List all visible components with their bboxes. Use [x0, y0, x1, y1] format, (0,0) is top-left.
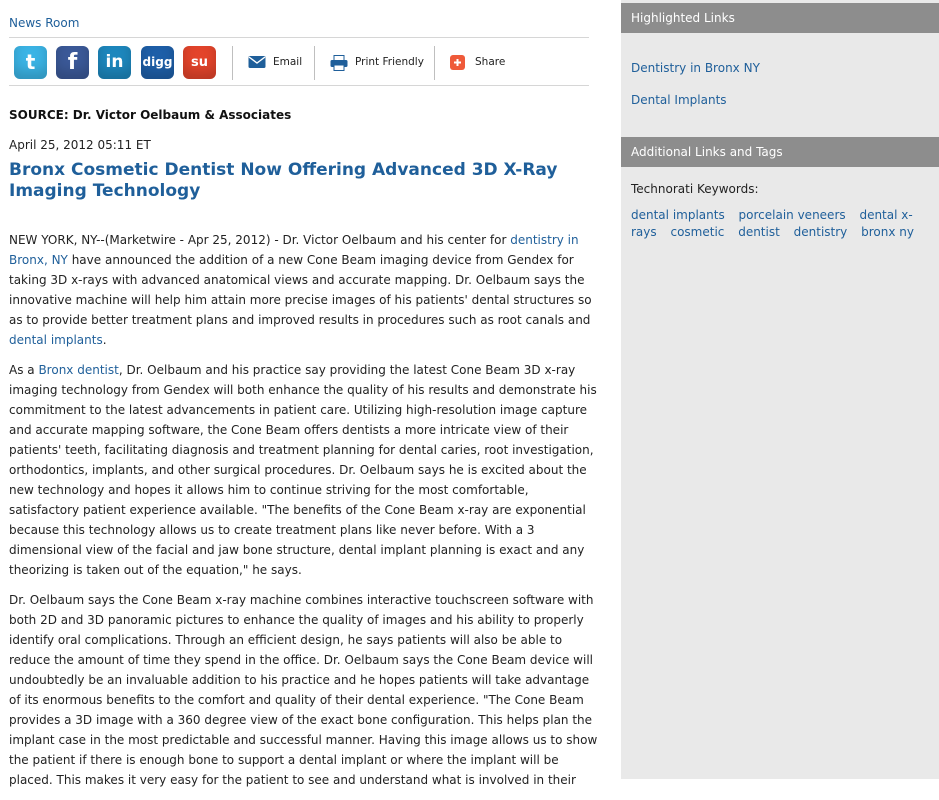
tag-link[interactable]: dentist [738, 225, 780, 239]
bronx-dentist-link[interactable]: Bronx dentist [38, 363, 119, 377]
digg-icon[interactable]: digg [141, 46, 174, 79]
tag-link[interactable]: dentistry [793, 225, 848, 239]
dental-implants-link[interactable]: dental implants [9, 333, 103, 347]
linkedin-icon[interactable]: in [98, 46, 131, 79]
separator [434, 46, 435, 80]
divider [9, 85, 589, 86]
article-source: SOURCE: Dr. Victor Oelbaum & Associates [9, 108, 292, 122]
sidebar [621, 0, 939, 779]
printer-icon [330, 55, 348, 69]
highlighted-links-header: Highlighted Links [621, 3, 939, 33]
print-friendly-button[interactable]: Print Friendly [330, 52, 424, 72]
twitter-icon[interactable]: t [14, 46, 47, 79]
sidebar-link-dental-implants[interactable]: Dental Implants [631, 93, 727, 107]
sidebar-link-dentistry-bronx[interactable]: Dentistry in Bronx NY [631, 61, 760, 75]
tag-link[interactable]: bronx ny [861, 225, 914, 239]
dentistry-in-bronx-link[interactable]: dentistry in Bronx, NY [9, 233, 579, 267]
additional-links-header: Additional Links and Tags [621, 137, 939, 167]
article-paragraph: Dr. Oelbaum says the Cone Beam x-ray machine combines interactive touchscreen software with both 2D and 3D panoramic pictures to enhance the quality of images and his ability to properly identify oral complications. Through an efficient design, he says patients will also be able to reduce the amount of time they spend in the office. Dr. Oelbaum says the Cone Beam device will undoubtedly be an invaluable addition to his practice and he hopes patients will take advantage of its enormous benefits to the comfort and quality of their dental experience. "The Cone Beam provides a 3D image with a 360 degree view of the exact bone configuration. This helps plan the implant case in the most predictable and successful manner. Having this image allows us to show the patient if there is enough bone to support a dental implant or where the implant will be placed. This makes it very easy for the patient to see and understand what is involved in their [9, 593, 598, 787]
facebook-icon[interactable]: f [56, 46, 89, 79]
share-toolbar [12, 44, 612, 82]
tag-list [631, 207, 931, 241]
stumbleupon-icon[interactable]: su [183, 46, 216, 79]
article-paragraph: As a Bronx dentist, Dr. Oelbaum and his practice say providing the latest Cone Beam 3D x-ray imaging technology from Gendex will both enhance the quality of his results and demonstrate his commitment to the latest advancements in patient care. Utilizing high-resolution image capture and accurate mapping software, the Cone Beam offers dentists a more intricate view of their patients' teeth, facilitating diagnosis and treatment planning for dental caries, root investigation, orthodontics, implants, and other surgical procedures. Dr. Oelbaum says he is excited about the new technology and hopes it allows him to continue striving for the most comfortable, satisfactory patient experience available. "The benefits of the Cone Beam x-ray are exponential because this technology allows us to create treatment plans like never before. With a 3 dimensional view of the facial and jaw bone structure, dental implant planning is exact and any theorizing is taken out of the equation," he says. [9, 363, 597, 577]
separator [314, 46, 315, 80]
tag-link[interactable]: dental implants [631, 208, 725, 222]
share-button[interactable]: Share [450, 52, 505, 72]
article-date: April 25, 2012 05:11 ET [9, 138, 151, 152]
tag-link[interactable]: cosmetic [670, 225, 725, 239]
divider [9, 37, 589, 38]
technorati-label: Technorati Keywords: [631, 182, 759, 196]
plus-icon [450, 55, 468, 69]
tag-link[interactable]: porcelain veneers [738, 208, 846, 222]
envelope-icon [248, 55, 266, 69]
newsroom-link[interactable]: News Room [9, 16, 80, 30]
article-body [9, 230, 601, 800]
article-headline: Bronx Cosmetic Dentist Now Offering Advanced 3D X-Ray Imaging Technology [9, 160, 558, 201]
article-paragraph: NEW YORK, NY--(Marketwire - Apr 25, 2012) - Dr. Victor Oelbaum and his center for dentistry in Bronx, NY have announced the addition of a new Cone Beam imaging device from Gendex for taking 3D x-rays with advanced anatomical views and accurate mapping. Dr. Oelbaum says the innovative machine will help him attain more precise images of his patients' dental structures so as to provide better treatment plans and improved results in procedures such as root canals and dental implants. [9, 233, 592, 347]
email-button[interactable]: Email [248, 52, 302, 72]
tag-link[interactable]: dental x-rays [631, 208, 913, 239]
separator [232, 46, 233, 80]
